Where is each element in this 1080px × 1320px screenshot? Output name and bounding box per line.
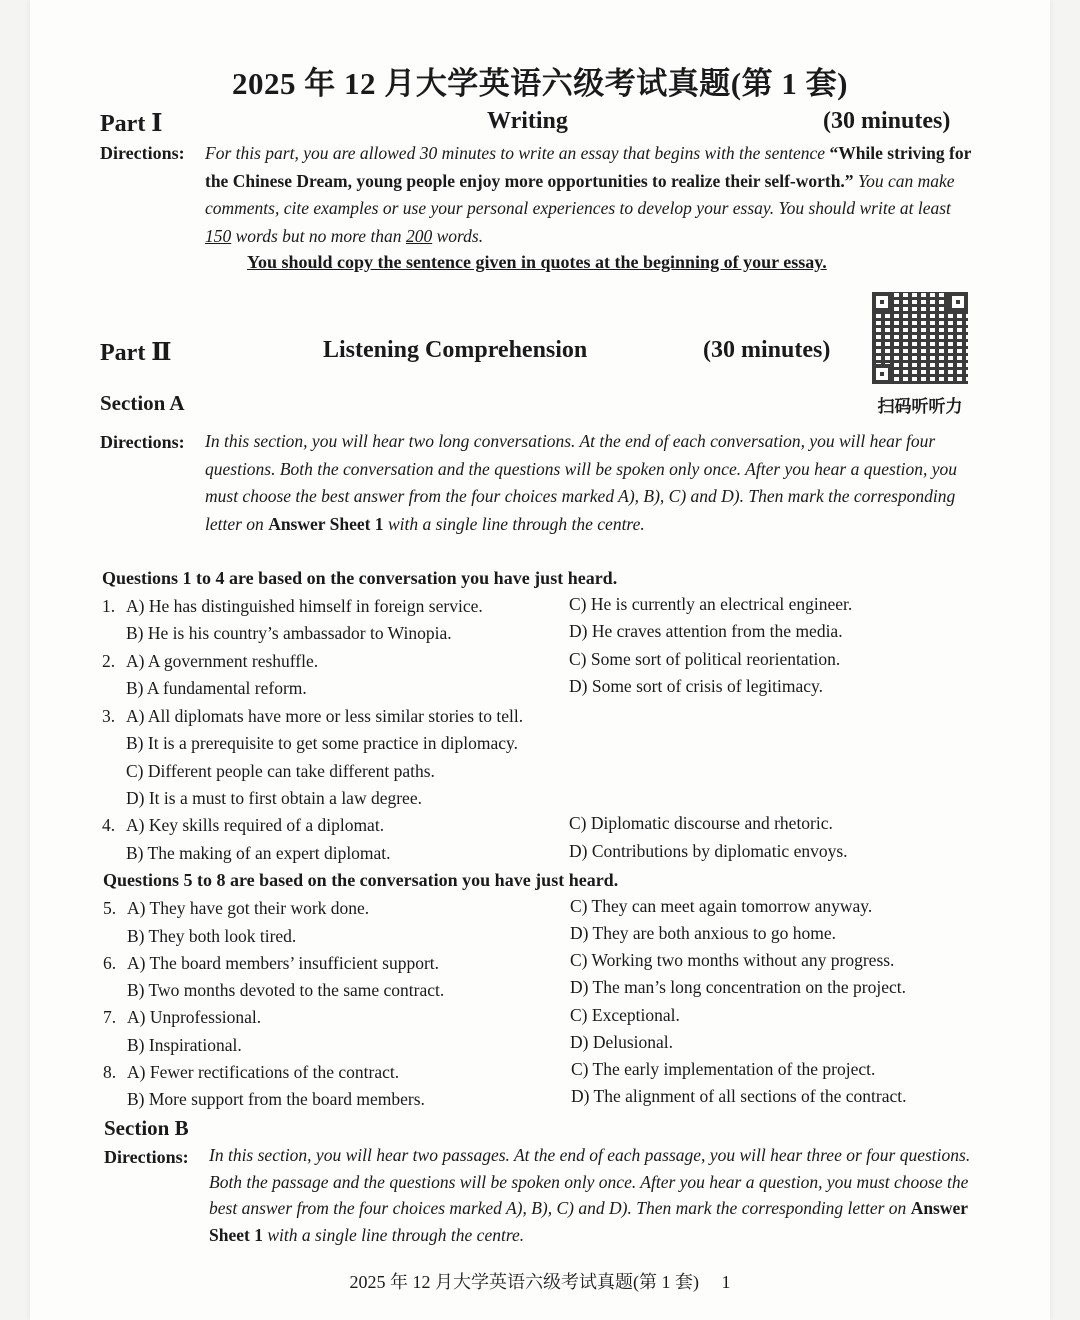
part1-directions-label: Directions: [100,143,185,163]
part1-directions-text-2: You can make comments, cite examples or use your personal experiences to develop your essay. You should write at least [205,170,955,218]
page-footer [30,1268,1050,1294]
footer-title: 2025 年 12 月大学英语六级考试真题(第 1 套) [349,1272,699,1292]
option-b: B) He is his country’s ambassador to Winopia. [126,623,452,643]
part1-directions-text-4: words. [432,225,484,246]
section-b-heading: Section B [104,1116,189,1140]
section-a-directions-text-2: with a single line through the centre. [383,513,645,534]
page-title: 2025 年 12 月大学英语六级考试真题(第 1 套) [232,66,848,101]
section-b-directions [209,1142,987,1248]
copy-sentence-note: You should copy the sentence given in quotes at the beginning of your essay. [247,252,827,272]
part1-time: (30 minutes) [823,108,951,134]
part1-directions [205,140,981,250]
option-a: A) A government reshuffle. [126,651,319,671]
option-c: C) Working two months without any progress. [570,950,895,970]
section-a-directions [205,428,981,538]
option-b: B) A fundamental reform. [126,678,307,698]
option-c: C) They can meet again tomorrow anyway. [570,896,873,916]
option-d: D) They are both anxious to go home. [570,923,837,943]
option-a: A) Unprofessional. [127,1007,262,1027]
section-b-directions-text-1: In this section, you will hear two passages. At the end of each passage, you will hear three or four questions. Both the passage and the questions will be spoken only once. After you hear a question, you must choose the best answer from the four choices marked A), B), C) and D). Then mark the corresponding letter on [209,1145,971,1218]
option-d: D) It is a must to first obtain a law degree. [126,788,422,808]
option-b: B) It is a prerequisite to get some practice in diplomacy. [126,733,519,753]
option-c: C) Different people can take different paths. [126,761,435,781]
max-words: 200 [405,225,433,246]
question-number: 4. [102,815,116,835]
min-words: 150 [205,225,232,246]
question-number: 7. [103,1007,117,1027]
part1-directions-text-3: words but no more than [231,225,406,246]
part2-label: Part Ⅱ [100,340,172,366]
part1-name: Writing [487,108,568,134]
option-c: C) Exceptional. [570,1005,680,1025]
question-group-heading: Questions 1 to 4 are based on the conversation you have just heard. [102,568,618,588]
option-c: C) The early implementation of the project. [571,1059,876,1079]
section-b-directions-text-2: with a single line through the centre. [262,1224,525,1245]
exam-page [30,0,1050,1320]
option-a: A) All diplomats have more or less similar stories to tell. [126,706,524,726]
question-number: 6. [103,953,117,973]
question-number: 3. [102,706,116,726]
part1-directions-text-1: For this part, you are allowed 30 minutes to write an essay that begins with the sentence [205,143,826,163]
option-c: C) Some sort of political reorientation. [569,649,841,669]
option-b: B) Inspirational. [127,1035,242,1055]
part1-label: Part Ⅰ [100,111,163,137]
option-a: A) They have got their work done. [127,898,370,918]
question-number: 1. [102,596,116,616]
section-a-directions-label: Directions: [100,432,185,452]
option-d: D) Some sort of crisis of legitimacy. [569,676,824,696]
section-a-heading: Section A [100,391,185,415]
option-a: A) Fewer rectifications of the contract. [127,1062,400,1082]
page-number: 1 [721,1272,731,1292]
part2-name: Listening Comprehension [323,337,588,363]
answer-sheet-ref: Answer Sheet 1 [268,513,384,534]
section-b-directions-label: Directions: [104,1147,189,1167]
option-c: C) Diplomatic discourse and rhetoric. [569,813,833,833]
option-b: B) Two months devoted to the same contract. [127,980,445,1000]
option-d: D) He craves attention from the media. [569,621,843,641]
question-number: 2. [102,651,116,671]
option-a: A) Key skills required of a diplomat. [126,815,385,835]
qr-code-icon[interactable] [872,292,968,384]
option-a: A) The board members’ insufficient support. [127,953,440,973]
question-group-heading: Questions 5 to 8 are based on the conversation you have just heard. [103,870,619,890]
option-d: D) Delusional. [570,1032,674,1052]
option-d: D) Contributions by diplomatic envoys. [569,841,848,861]
section-a-directions-text-1: In this section, you will hear two long conversations. At the end of each conversation, you will hear four questions. Both the conversation and the questions will be spoken only once. After you hear a question, you must choose the best answer from the four choices marked A), B), C) and D). Then mark the corresponding letter on [205,431,958,534]
question-number: 8. [103,1062,117,1082]
essay-prompt-quote: “While striving for the Chinese Dream, young people enjoy more opportunities to realize their self-worth.” [205,143,972,191]
option-b: B) More support from the board members. [127,1089,425,1109]
question-number: 5. [103,898,117,918]
option-a: A) He has distinguished himself in foreign service. [126,596,483,616]
qr-caption: 扫码听听力 [877,397,963,417]
option-b: B) The making of an expert diplomat. [126,843,391,863]
option-d: D) The alignment of all sections of the contract. [571,1086,907,1106]
part2-time: (30 minutes) [703,337,831,363]
option-c: C) He is currently an electrical engineer. [569,594,853,614]
answer-sheet-ref: Answer Sheet 1 [209,1198,968,1245]
option-d: D) The man’s long concentration on the project. [570,977,906,997]
option-b: B) They both look tired. [127,926,297,946]
